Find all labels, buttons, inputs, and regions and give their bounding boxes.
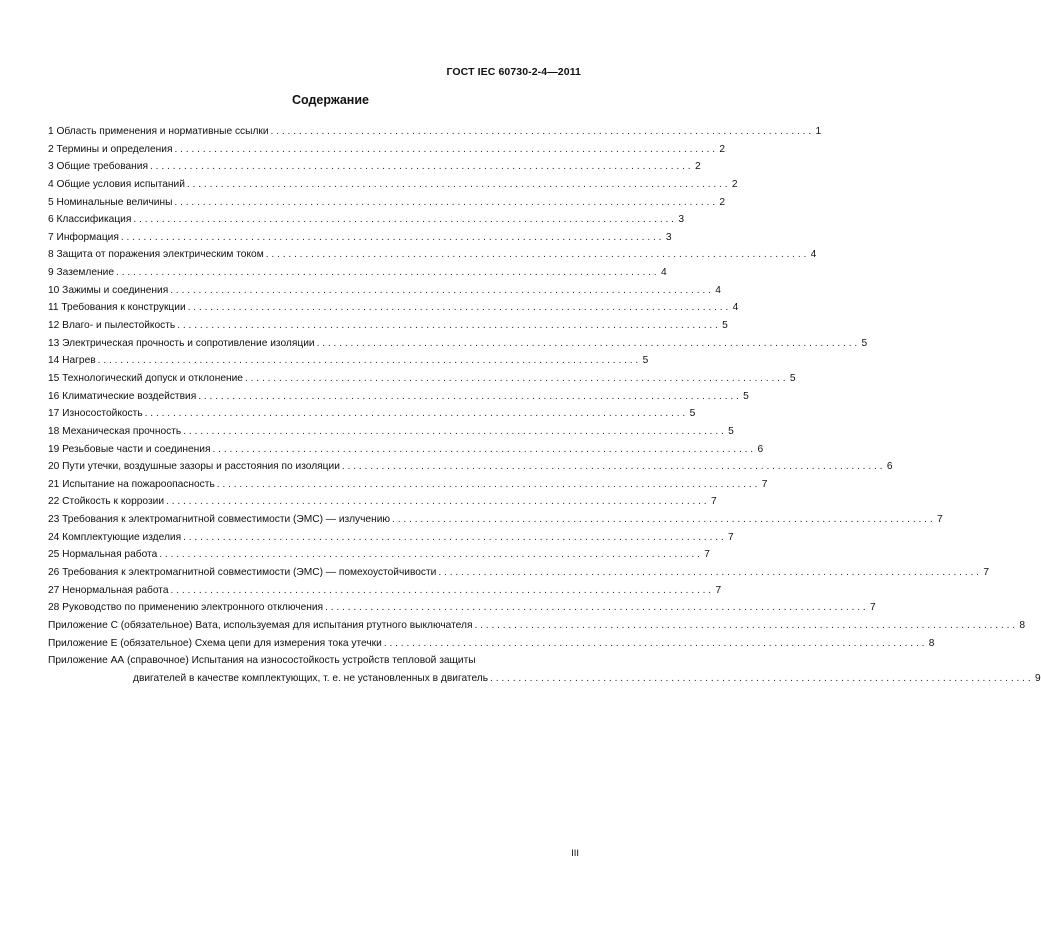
- toc-entry-page: 4: [660, 267, 667, 279]
- toc-entry: [48, 282, 721, 300]
- toc-entry-page: 4: [732, 302, 739, 314]
- toc-entries: [48, 123, 1026, 652]
- page-title: Содержание: [291, 93, 369, 107]
- toc-entry-title: 18 Механическая прочность: [48, 425, 182, 437]
- toc-entry-title: Приложение С (обязательное) Вата, используемая для испытания ртутного выключателя: [48, 619, 473, 631]
- toc-entry-title: 5 Номинальные величины: [48, 196, 173, 208]
- toc-leader-dots: [169, 582, 714, 600]
- toc-entry-title: 13 Электрическая прочность и сопротивление изоляции: [48, 337, 315, 349]
- toc-entry-page: 8: [1019, 619, 1026, 631]
- toc-entry: [48, 317, 728, 335]
- toc-entry-page: 7: [983, 567, 989, 579]
- toc-leader-dots: [157, 546, 702, 564]
- toc-annex-aa-line2: [48, 670, 1041, 688]
- toc-entry-title: 25 Нормальная работа: [48, 549, 158, 561]
- toc-entry: [48, 599, 876, 617]
- toc-entry-page: 5: [689, 408, 696, 420]
- toc-entry-title: 6 Классификация: [48, 214, 132, 226]
- toc-entry-page: 5: [743, 390, 749, 402]
- toc-entry-title: Приложение Е (обязательное) Схема цепи для измерения тока утечки: [48, 637, 382, 649]
- toc-entry-page: 7: [761, 478, 768, 490]
- toc-entry: [48, 529, 734, 547]
- toc-entry: [48, 194, 726, 212]
- toc-leader-dots: [323, 599, 868, 617]
- toc-leader-dots: [390, 511, 935, 529]
- toc-entry: [48, 458, 893, 476]
- toc-leader-dots: [185, 176, 730, 194]
- toc-entry: [48, 229, 672, 247]
- toc-entry-title: 7 Информация: [48, 231, 119, 243]
- toc-entry-page: 7: [704, 549, 710, 561]
- toc-entry-title: 19 Резьбовые части и соединения: [48, 443, 211, 455]
- toc-entry: [48, 264, 667, 282]
- toc-leader-dots: [181, 423, 726, 441]
- toc-entry-page: 2: [719, 143, 726, 155]
- toc-leader-dots: [269, 123, 814, 141]
- toc-entry-page: 5: [789, 372, 796, 384]
- toc-leader-dots: [196, 388, 741, 406]
- toc-leader-dots: [164, 493, 709, 511]
- toc-entry-title: 28 Руководство по применению электронного отключения: [48, 602, 324, 614]
- toc-entry-title: 11 Требования к конструкции: [48, 302, 186, 314]
- toc-entry-title: 1 Область применения и нормативные ссылки: [48, 126, 269, 137]
- toc-leader-dots: [264, 246, 809, 264]
- toc-entry: [48, 405, 696, 423]
- toc-entry-title: 17 Износостойкость: [48, 408, 143, 420]
- toc-leader-dots: [211, 441, 756, 459]
- toc-entry-title: 20 Пути утечки, воздушные зазоры и расстояния по изоляции: [48, 461, 340, 473]
- toc-entry-page: 7: [715, 584, 722, 596]
- toc-leader-dots: [340, 458, 885, 476]
- toc-entry: [48, 141, 726, 159]
- toc-leader-dots: [119, 229, 664, 247]
- toc-entry-page: 7: [710, 496, 717, 508]
- toc-leader-dots: [143, 405, 688, 423]
- page-number: III: [571, 848, 579, 859]
- toc-leader-dots: [215, 476, 760, 494]
- toc-entry: [48, 388, 749, 406]
- toc-entry-page: 3: [665, 231, 672, 243]
- toc-entry-page: 4: [810, 249, 817, 261]
- toc-entry: [48, 423, 734, 441]
- toc-entry-title: 15 Технологический допуск и отклонение: [48, 372, 243, 384]
- toc-entry: [48, 370, 796, 388]
- toc-entry: [48, 493, 717, 511]
- toc-leader-dots: [488, 670, 1033, 688]
- toc-entry-page: 3: [678, 214, 684, 226]
- toc-entry: [48, 546, 710, 564]
- toc-entry: [48, 617, 1026, 635]
- toc-entry: [48, 123, 822, 141]
- toc-entry-page: 2: [731, 178, 738, 190]
- toc-entry-title: 14 Нагрев: [48, 355, 96, 367]
- toc-entry-title: 24 Комплектующие изделия: [48, 531, 182, 543]
- toc-annex-aa-line1: Приложение АА (справочное) Испытания на износостойкость устройств тепловой защиты: [48, 655, 476, 667]
- toc-leader-dots: [96, 352, 641, 370]
- toc-leader-dots: [315, 335, 860, 353]
- toc-entry-page: 5: [722, 320, 728, 332]
- toc-leader-dots: [472, 617, 1017, 635]
- toc-entry-page: 7: [728, 531, 734, 543]
- toc-entry-page: 7: [870, 602, 876, 614]
- toc-entry-title: 27 Ненормальная работа: [48, 584, 169, 596]
- toc-leader-dots: [436, 564, 981, 582]
- toc-entry: [48, 299, 739, 317]
- toc-entry-page: 2: [694, 161, 701, 173]
- toc-entry-title: 2 Термины и определения: [48, 143, 173, 155]
- toc-entry: [48, 441, 764, 459]
- toc-entry-title: 16 Климатические воздействия: [48, 390, 197, 402]
- toc-entry: [48, 352, 649, 370]
- toc-entry-title: 22 Стойкость к коррозии: [48, 496, 165, 508]
- toc-entry-page: 5: [728, 425, 734, 437]
- toc-entry: [48, 176, 738, 194]
- toc-leader-dots: [131, 211, 676, 229]
- toc-entry-page: 6: [757, 443, 764, 455]
- table-of-contents: [48, 123, 1041, 688]
- toc-entry-title: 23 Требования к электромагнитной совместимости (ЭМС) — излучению: [48, 514, 391, 526]
- toc-entry: [48, 246, 817, 264]
- document-standard-header: ГОСТ IEC 60730-2-4—2011: [446, 66, 581, 78]
- toc-entry-title: 10 Зажимы и соединения: [48, 284, 169, 296]
- toc-entry-title: 21 Испытание на пожароопасность: [48, 478, 215, 490]
- toc-entry: [48, 158, 701, 176]
- toc-leader-dots: [175, 317, 720, 335]
- toc-leader-dots: [186, 299, 731, 317]
- toc-entry: [48, 635, 935, 653]
- toc-entry: [48, 564, 989, 582]
- toc-entry-title: 3 Общие требования: [48, 161, 149, 173]
- toc-entry: [48, 335, 868, 353]
- toc-leader-dots: [148, 158, 693, 176]
- toc-entry-title: 12 Влаго- и пылестойкость: [48, 320, 176, 332]
- toc-leader-dots: [181, 529, 726, 547]
- toc-leader-dots: [168, 282, 713, 300]
- toc-entry: [48, 511, 943, 529]
- toc-entry-title: 9 Заземление: [48, 267, 115, 279]
- toc-entry-page: 4: [715, 284, 721, 296]
- toc-entry-title: 4 Общие условия испытаний: [48, 178, 185, 190]
- toc-entry-page: 1: [815, 126, 822, 137]
- toc-leader-dots: [172, 141, 717, 159]
- toc-entry-page: 8: [928, 637, 935, 649]
- toc-entry-page: 6: [886, 461, 893, 473]
- toc-entry-page: 2: [719, 196, 726, 208]
- toc-entry-page: 7: [936, 514, 943, 526]
- toc-leader-dots: [114, 264, 659, 282]
- toc-annex-aa-text: двигателей в качестве комплектующих, т. е. не установленных в двигатель: [133, 672, 489, 684]
- toc-entry-page: 5: [642, 355, 649, 367]
- toc-entry: [48, 582, 722, 600]
- toc-entry-title: 26 Требования к электромагнитной совместимости (ЭМС) — помехоустойчивости: [48, 567, 437, 579]
- toc-entry: [48, 476, 768, 494]
- toc-leader-dots: [172, 194, 717, 212]
- toc-leader-dots: [243, 370, 788, 388]
- toc-entry-title: 8 Защита от поражения электрическим током: [48, 249, 264, 261]
- toc-leader-dots: [382, 635, 927, 653]
- toc-annex-aa-page: 9: [1034, 672, 1041, 684]
- toc-entry: [48, 211, 684, 229]
- toc-entry-page: 5: [861, 337, 868, 349]
